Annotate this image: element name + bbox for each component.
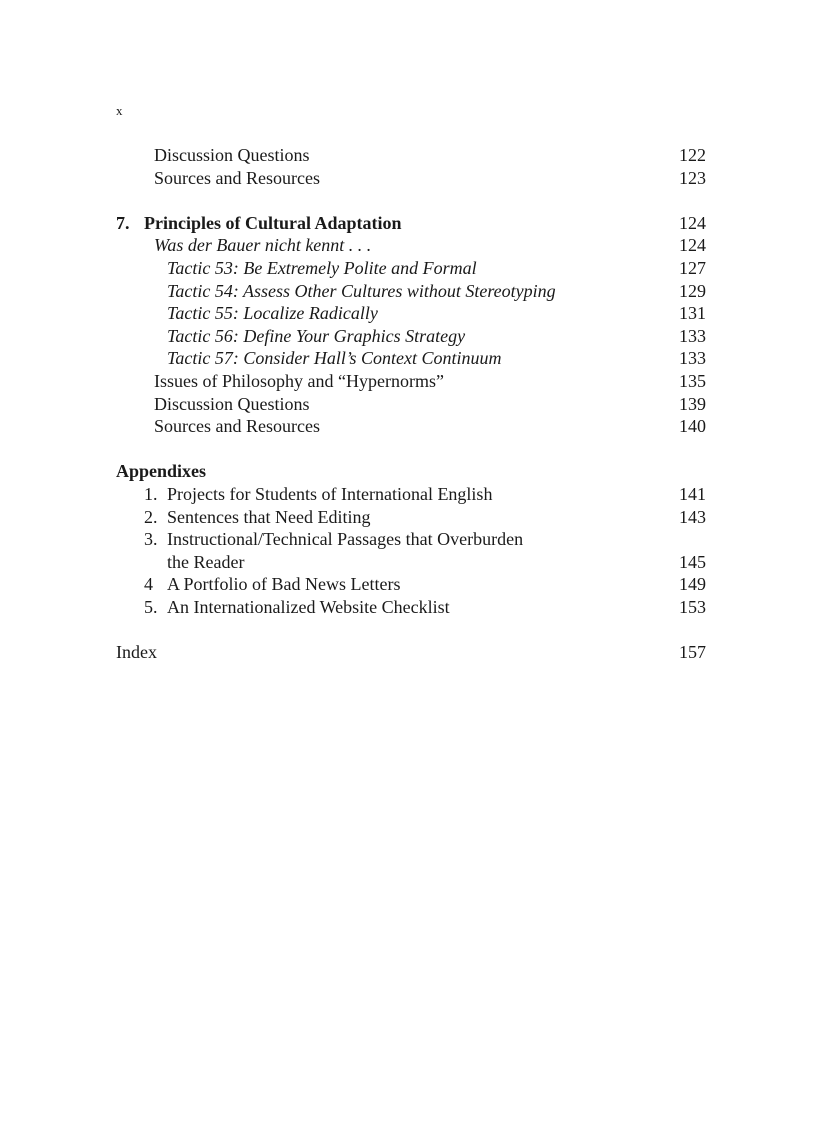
tactic-page: 127 bbox=[679, 257, 706, 278]
appendix-entry-continued[interactable] bbox=[116, 551, 706, 574]
toc-entry-page: 122 bbox=[679, 145, 706, 165]
toc-entry-label: Discussion Questions bbox=[154, 145, 310, 165]
tactic-label: Tactic 57: Consider Hall’s Context Continuum bbox=[167, 348, 502, 369]
appendix-page: 143 bbox=[679, 506, 706, 527]
appendix-entry[interactable] bbox=[116, 596, 706, 619]
tactic-entry[interactable] bbox=[116, 302, 706, 325]
appendix-page: 145 bbox=[679, 551, 706, 572]
tactic-label: Tactic 54: Assess Other Cultures without Stereotyping bbox=[167, 280, 556, 301]
toc-entry[interactable] bbox=[116, 234, 706, 257]
tactic-entry[interactable] bbox=[116, 257, 706, 280]
tactic-page: 133 bbox=[679, 348, 706, 369]
appendix-entry[interactable] bbox=[116, 573, 706, 596]
toc-entry-page: 135 bbox=[679, 370, 706, 391]
chapter-title: Principles of Cultural Adaptation bbox=[144, 212, 402, 233]
appendix-entry[interactable] bbox=[116, 528, 706, 551]
tactic-entry[interactable] bbox=[116, 325, 706, 348]
appendix-page: 153 bbox=[679, 596, 706, 617]
tactic-label: Tactic 56: Define Your Graphics Strategy bbox=[167, 325, 466, 346]
toc-entry-label: Was der Bauer nicht kennt . . . bbox=[154, 235, 372, 256]
page-folio: x bbox=[116, 103, 123, 118]
appendix-number: 3. bbox=[144, 529, 158, 550]
appendix-number: 1. bbox=[144, 483, 158, 504]
index-entry[interactable] bbox=[116, 641, 706, 664]
chapter-heading[interactable] bbox=[116, 212, 706, 235]
appendix-page: 141 bbox=[679, 483, 706, 504]
appendix-label: Sentences that Need Editing bbox=[167, 506, 371, 527]
toc-entry[interactable] bbox=[116, 167, 706, 190]
appendix-label: Projects for Students of International English bbox=[167, 483, 493, 504]
appendix-label: A Portfolio of Bad News Letters bbox=[167, 574, 401, 595]
toc-entry[interactable] bbox=[116, 415, 706, 438]
appendix-number: 5. bbox=[144, 596, 158, 617]
tactic-entry[interactable] bbox=[116, 347, 706, 370]
toc-entry-label: Issues of Philosophy and “Hypernorms” bbox=[154, 370, 444, 391]
toc-entry-page: 139 bbox=[679, 393, 706, 414]
tactic-page: 129 bbox=[679, 280, 706, 301]
tactic-page: 133 bbox=[679, 325, 706, 346]
chapter-page: 124 bbox=[679, 212, 706, 233]
toc-entry[interactable] bbox=[116, 393, 706, 416]
index-page: 157 bbox=[679, 642, 706, 663]
spacer bbox=[116, 189, 706, 212]
appendix-label: Instructional/Technical Passages that Overburden bbox=[167, 529, 524, 550]
appendix-label-continued: the Reader bbox=[167, 551, 245, 572]
toc-entry-label: Sources and Resources bbox=[154, 416, 320, 437]
appendix-number: 4 bbox=[144, 574, 153, 595]
toc-entry[interactable] bbox=[116, 144, 706, 167]
tactic-label: Tactic 55: Localize Radically bbox=[167, 303, 378, 324]
toc-entry-page: 140 bbox=[679, 416, 706, 437]
spacer bbox=[116, 438, 706, 461]
toc-entry-page: 124 bbox=[679, 235, 706, 256]
appendix-label: An Internationalized Website Checklist bbox=[167, 596, 450, 617]
tactic-entry[interactable] bbox=[116, 280, 706, 303]
tactic-label: Tactic 53: Be Extremely Polite and Formal bbox=[167, 257, 477, 278]
appendix-number: 2. bbox=[144, 506, 158, 527]
appendix-entry[interactable] bbox=[116, 483, 706, 506]
appendix-page: 149 bbox=[679, 574, 706, 595]
appendix-entry[interactable] bbox=[116, 506, 706, 529]
index-label: Index bbox=[116, 642, 157, 663]
toc-entry-page: 123 bbox=[679, 167, 706, 188]
chapter-number: 7. bbox=[116, 212, 130, 233]
appendixes-heading: Appendixes bbox=[116, 461, 207, 482]
spacer bbox=[116, 618, 706, 641]
toc-entry-label: Discussion Questions bbox=[154, 393, 310, 414]
toc-entry-label: Sources and Resources bbox=[154, 167, 320, 188]
table-of-contents bbox=[116, 144, 706, 664]
toc-entry[interactable] bbox=[116, 370, 706, 393]
appendixes-heading-row bbox=[116, 460, 706, 483]
tactic-page: 131 bbox=[679, 303, 706, 324]
